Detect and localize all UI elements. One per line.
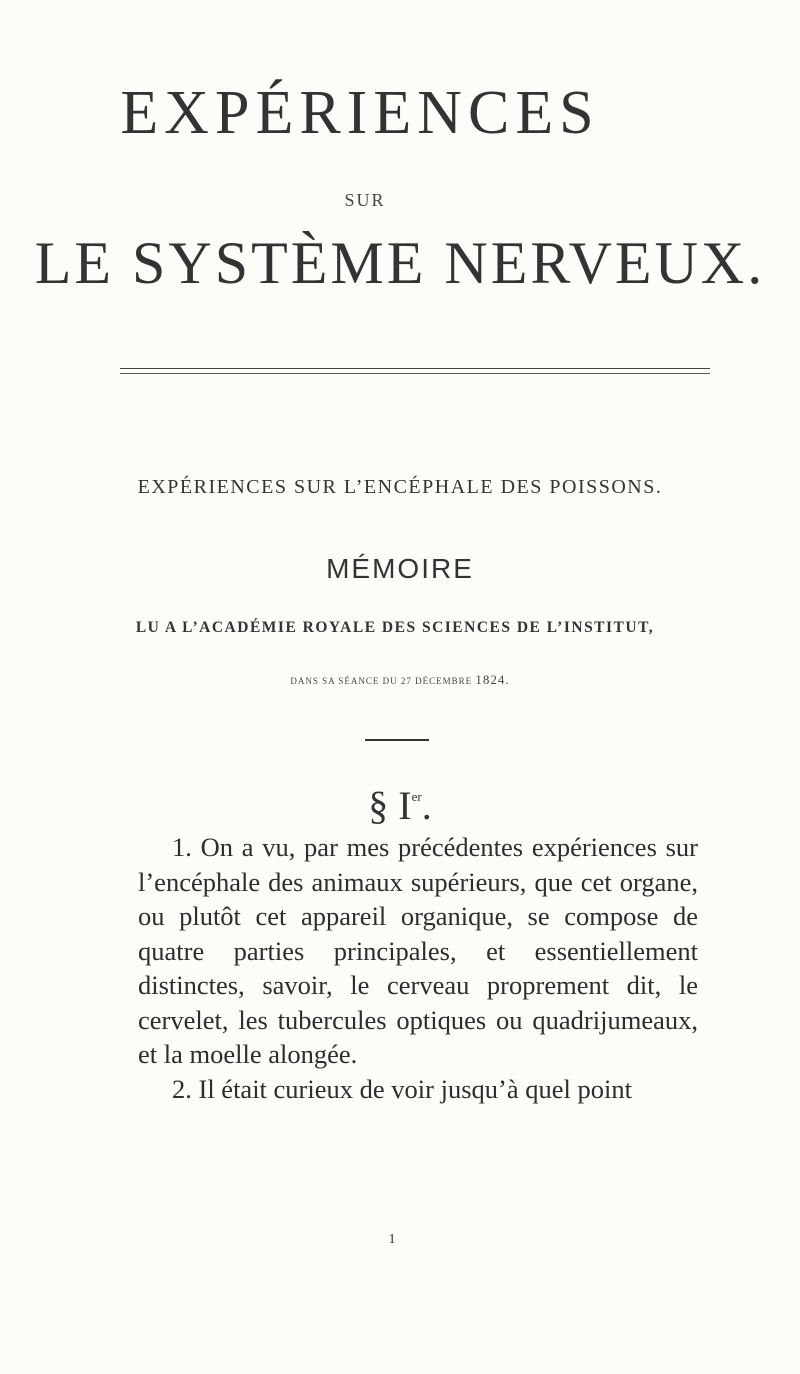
book-subtitle: LE SYSTÈME NERVEUX.: [34, 230, 766, 296]
section-heading: EXPÉRIENCES SUR L’ENCÉPHALE DES POISSONS.: [137, 476, 663, 498]
section-mark-sup: er: [411, 789, 422, 804]
paragraph-section-mark: [0, 782, 800, 829]
session-prefix: DANS SA SÉANCE DU 27 DÉCEMBRE: [290, 676, 473, 686]
page-number: 1: [388, 1232, 396, 1247]
section-mark-end: .: [421, 783, 432, 828]
body-text: [138, 830, 698, 1106]
title-connector: SUR: [344, 190, 386, 210]
memoire-title: MÉMOIRE: [326, 553, 474, 584]
short-rule-divider: [365, 739, 429, 741]
section-mark-text: § I: [368, 783, 412, 828]
double-rule-divider: [120, 368, 710, 374]
book-title: EXPÉRIENCES: [120, 79, 600, 147]
read-at-line: LU A L’ACADÉMIE ROYALE DES SCIENCES DE L’INSTITUT,: [135, 619, 655, 636]
paragraph-1: 1. On a vu, par mes précédentes expériences sur l’encéphale des animaux supérieurs, que cet organe, ou plutôt cet appareil organique, se compose de quatre parties principales, et essentiellement distinctes, savoir, le cerveau proprement dit, le cervelet, les tubercules optiques ou quadrijumeaux, et la moelle alongée.: [138, 832, 698, 1069]
paragraph-2: 2. Il était curieux de voir jusqu’à quel point: [172, 1073, 632, 1104]
session-year: 1824.: [475, 672, 510, 687]
session-line: [0, 672, 800, 688]
